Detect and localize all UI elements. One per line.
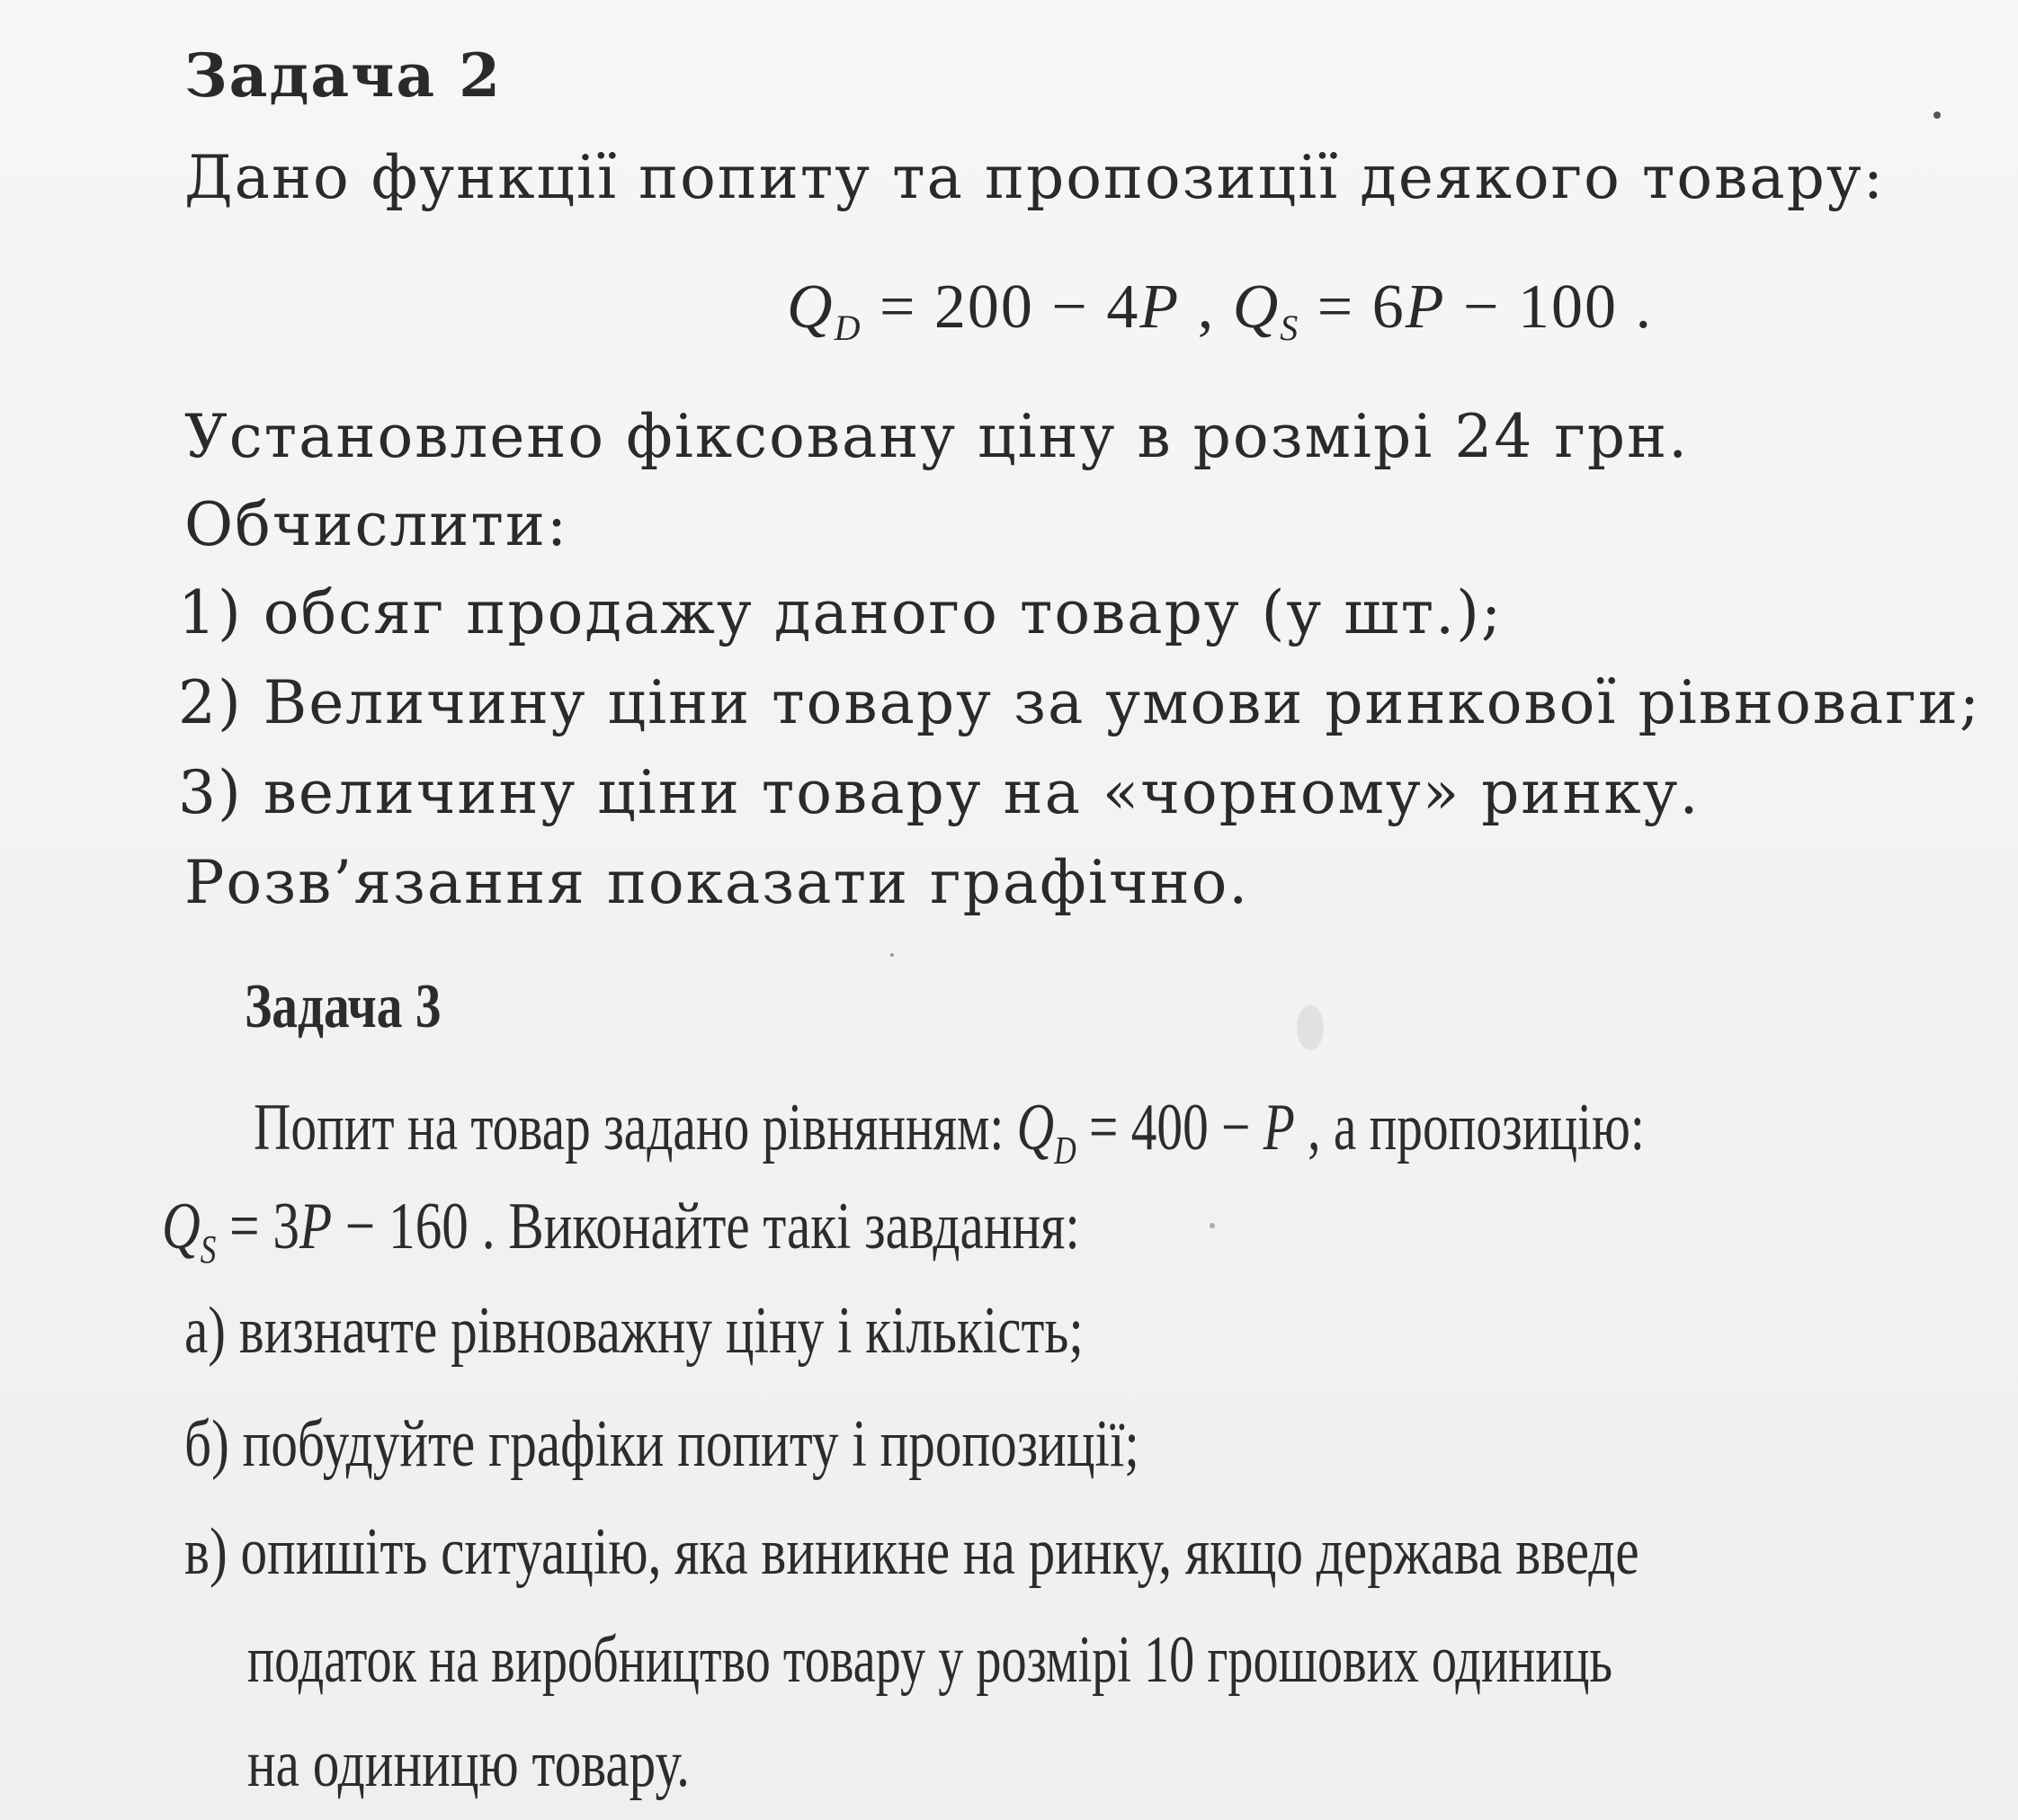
price-symbol: P (1263, 1091, 1295, 1164)
task3-line-1-text: Попит на товар задано рівнянням: (254, 1091, 1017, 1164)
task2-heading: Задача 2 (184, 40, 503, 111)
task3-item-c-line-2: податок на виробництво товару у розмірі 10 грошових одиниць (247, 1623, 1613, 1697)
task3-heading: Задача 3 (245, 972, 442, 1041)
scan-speck (890, 953, 894, 957)
scan-speck (1933, 112, 1941, 119)
task3-item-c-line-1: в) опишіть ситуацію, яка виникне на ринку, якщо держава введе (184, 1515, 1639, 1589)
qd-price-symbol: P (1139, 272, 1181, 342)
qd-rhs: = 400 − (1076, 1091, 1263, 1164)
qs-price-symbol: P (1405, 272, 1446, 342)
task2-intro: Дано функції попиту та пропозиції деякого товару: (184, 143, 1885, 212)
task3-line-1 (254, 1086, 1645, 1192)
qs-symbol: Q (1232, 272, 1281, 342)
task3-item-a: а) визначте рівноважну ціну і кількість; (184, 1294, 1084, 1368)
task2-compute-label: Обчислити: (184, 490, 569, 559)
task3-line-2 (162, 1185, 1080, 1291)
equation-separator: , (1180, 272, 1233, 342)
qs-subscript: S (200, 1227, 217, 1271)
scan-speck (1210, 1223, 1215, 1228)
qs-tail: − 100 . (1445, 272, 1653, 342)
qd-symbol: Q (787, 272, 835, 342)
task2-graphic-note: Розв’язання показати графічно. (184, 848, 1250, 917)
task3-item-c-line-3: на одиницю товару. (247, 1727, 690, 1801)
task2-equation (787, 266, 1653, 370)
qs-rhs: = 6 (1299, 272, 1406, 342)
task3-item-b: б) побудуйте графіки попиту і пропозиції; (184, 1407, 1139, 1481)
task3-line-1-tail: , а пропозицію: (1294, 1091, 1645, 1164)
task2-fixed-price: Установлено фіксовану ціну в розмірі 24 грн. (184, 402, 1690, 471)
qd-subscript: D (834, 308, 862, 348)
qd-subscript: D (1054, 1129, 1076, 1173)
task2-item-3: 3) величину ціни товару на «чорному» ринку. (178, 758, 1701, 827)
task3-line-2-tail: − 160 . Виконайте такі завдання: (332, 1190, 1080, 1263)
qs-symbol: Q (162, 1190, 201, 1263)
task2-item-2: 2) Величину ціни товару за умови ринкової рівноваги; (178, 668, 1982, 737)
qd-rhs: = 200 − 4 (862, 272, 1140, 342)
price-symbol: P (299, 1190, 333, 1263)
qs-subscript: S (1280, 308, 1300, 348)
task2-item-1: 1) обсяг продажу даного товару (у шт.); (178, 578, 1504, 647)
qd-symbol: Q (1016, 1091, 1055, 1164)
qs-rhs: = 3 (216, 1190, 299, 1263)
scan-speck (1297, 1005, 1324, 1050)
